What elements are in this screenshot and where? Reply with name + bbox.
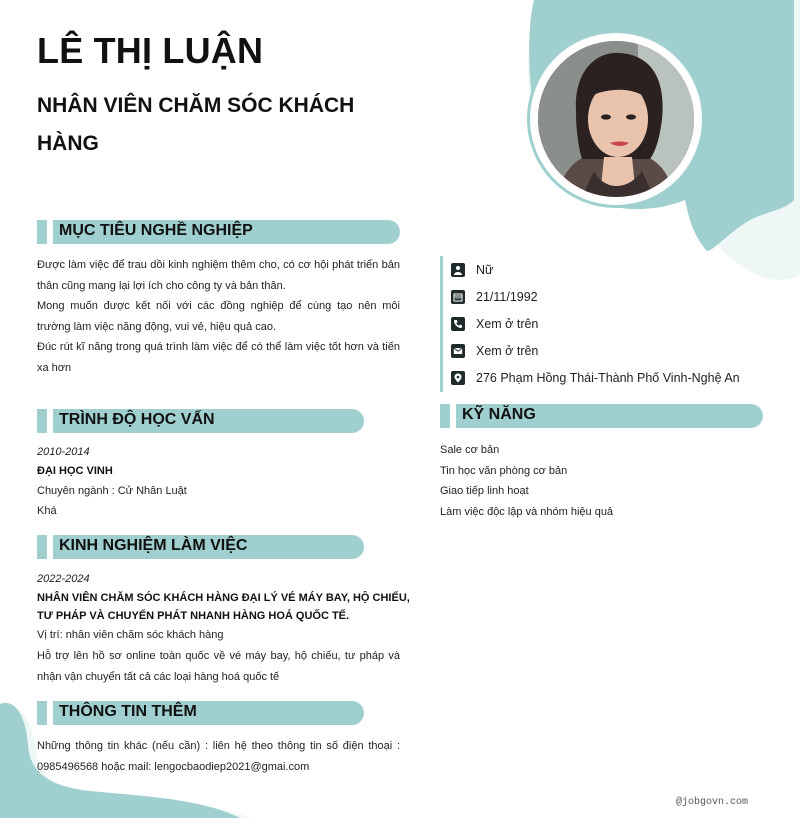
education-major: Chuyên ngành : Cử Nhân Luật: [37, 485, 187, 497]
section-header-experience: [37, 535, 364, 559]
contact-phone: [443, 310, 783, 337]
location-pin-icon: [451, 371, 465, 385]
section-title: THÔNG TIN THÊM: [59, 703, 197, 720]
skill-item: Giao tiếp linh hoạt: [440, 485, 529, 498]
job-title: NHÂN VIÊN CHĂM SÓC KHÁCH HÀNG: [37, 94, 355, 155]
contact-email: [443, 338, 783, 365]
section-header-education: [37, 409, 364, 433]
section-header-skills: [440, 404, 763, 428]
contact-address: [443, 365, 783, 392]
section-title: KỸ NĂNG: [462, 406, 536, 423]
skill-item: Sale cơ bản: [440, 444, 500, 456]
avatar: [538, 41, 694, 197]
calendar-icon: [451, 290, 465, 304]
email-value: Xem ở trên: [476, 344, 539, 359]
mail-icon: [451, 344, 465, 358]
objective-paragraph: Mong muốn được kết nối với các đồng nghiệp để cùng tạo nên môi trường làm việc năng động, vui vẻ, hiệu quả cao.: [37, 300, 400, 333]
profile-photo-illustration: [538, 41, 694, 197]
section-title: KINH NGHIỆM LÀM VIỆC: [59, 537, 248, 554]
education-school: ĐẠI HỌC VINH: [37, 465, 113, 477]
person-icon: [451, 263, 465, 277]
section-header-objective: [37, 220, 400, 244]
section-header-additional: [37, 701, 364, 725]
experience-description: Hỗ trợ lên hồ sơ online toàn quốc về vé máy bay, hộ chiếu, tư pháp và nhận vận chuyển tất cả các loại hàng hoá quốc tế: [37, 650, 400, 683]
phone-value: Xem ở trên: [476, 316, 539, 331]
candidate-name: LÊ THỊ LUẬN: [37, 30, 264, 71]
experience-company-line: TƯ PHÁP VÀ CHUYỂN PHÁT NHANH HÀNG HOÁ QUỐC TẾ.: [37, 610, 350, 622]
skill-item: Làm việc độc lập và nhóm hiệu quả: [440, 506, 614, 519]
section-title: TRÌNH ĐỘ HỌC VẤN: [59, 411, 215, 428]
gender-value: Nữ: [476, 262, 494, 277]
experience-year: 2022-2024: [37, 573, 90, 585]
objective-paragraph: Đúc rút kĩ năng trong quá trình làm việc để có thể làm việc tốt hơn và tiến xa hơn: [37, 341, 400, 374]
additional-text: Những thông tin khác (nếu cần) : liên hệ theo thông tin số điện thoại : 0985496568 hoặc mail: lengocbaodiep2021@gmai.com: [37, 740, 400, 773]
skill-item: Tin học văn phòng cơ bản: [440, 464, 568, 477]
birthday-value: 21/11/1992: [476, 289, 538, 304]
contact-info: [440, 256, 783, 392]
phone-icon: [451, 317, 465, 331]
section-title: MỤC TIÊU NGHỀ NGHIỆP: [59, 222, 253, 239]
experience-position: Vị trí: nhân viên chăm sóc khách hàng: [37, 629, 224, 641]
contact-gender: [443, 256, 783, 283]
education-grade: Khá: [37, 505, 57, 517]
avatar-frame: [527, 30, 705, 208]
skills-list: [440, 440, 613, 523]
contact-birthday: [443, 283, 783, 310]
watermark: @jobgovn.com: [676, 797, 749, 808]
address-value: 276 Phạm Hồng Thái-Thành Phố Vinh-Nghệ An: [476, 371, 740, 386]
objective-text: [37, 255, 400, 378]
objective-paragraph: Được làm việc để trau dồi kinh nghiệm thêm cho, có cơ hội phát triển bản thân cũng mang lại lợi ích cho công ty và bản thân.: [37, 259, 400, 292]
experience-company-line: NHÂN VIÊN CHĂM SÓC KHÁCH HÀNG ĐẠI LÝ VÉ MÁY BAY, HỘ CHIẾU,: [37, 592, 410, 604]
education-year: 2010-2014: [37, 446, 90, 458]
